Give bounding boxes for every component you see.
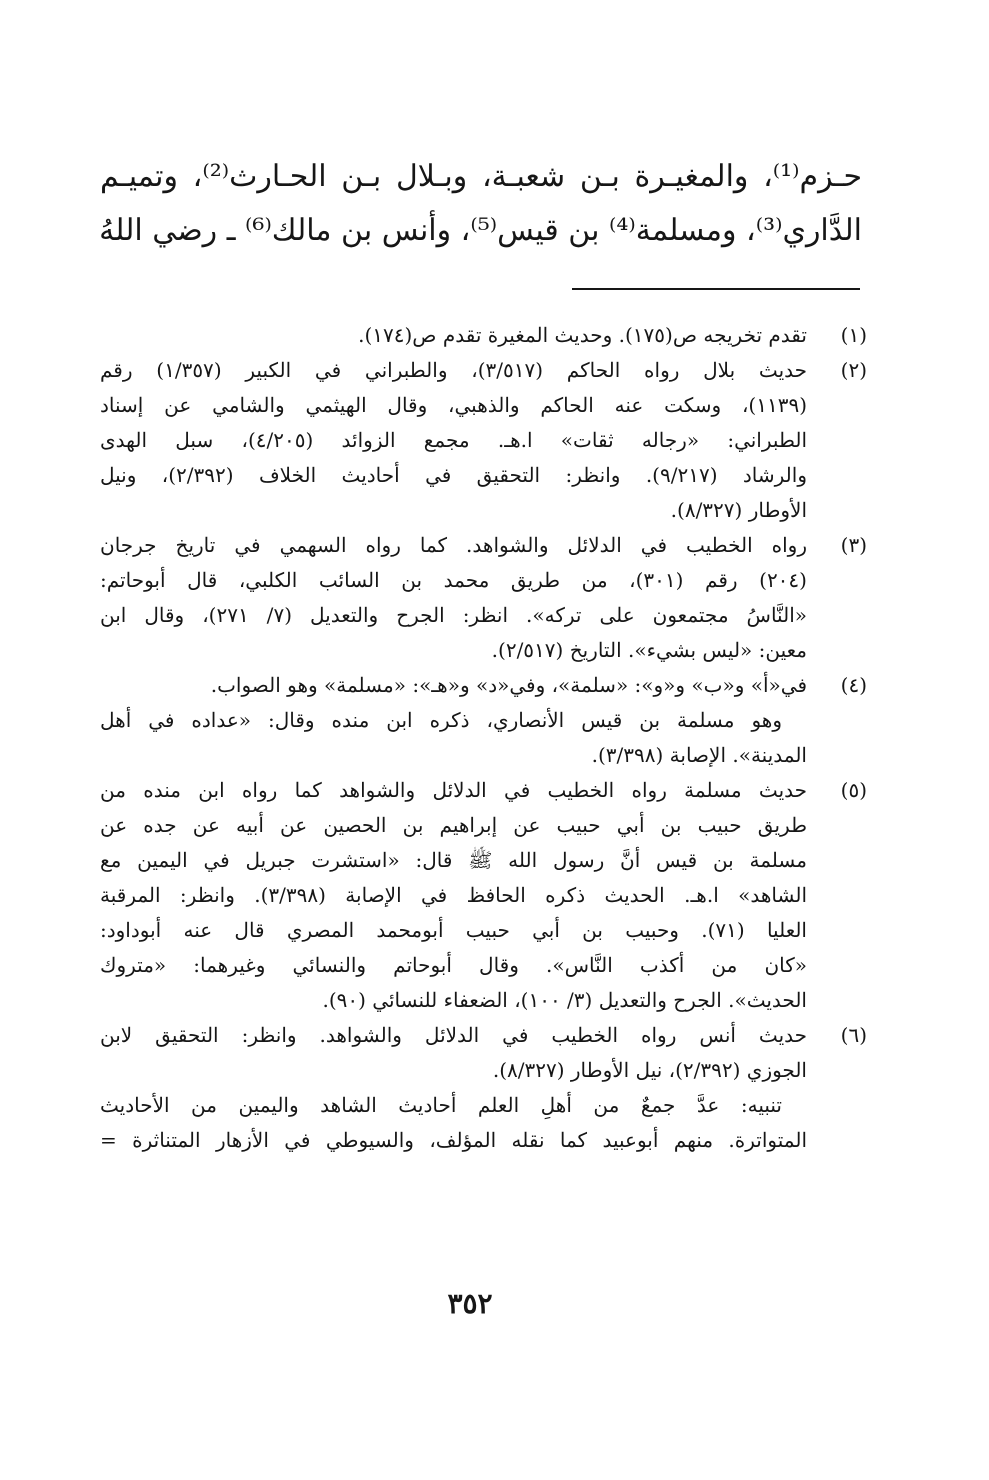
footnote-line: (٢٠٤) رقم (٣٠١)، من طريق محمد بن السائب الكلبي، قال أبوحاتم: <box>100 568 807 592</box>
footnote-number: (٢) <box>840 358 867 382</box>
footnote-line: مسلمة بن قيس أنَّ رسول الله ﷺ قال: «استشرت جبريل في اليمين مع <box>100 848 807 872</box>
footnote-line: في«أ» و«ب» و«و»: «سلمة»، وفي«د» و«هـ»: «مسلمة» وهو الصواب. <box>210 673 807 697</box>
footnote-continuation-line: تنبيه: عدَّ جمعٌ من أهلِ العلم أحاديث الشاهد واليمين من الأحاديث <box>100 1093 782 1117</box>
footnote-line: الشاهد» ا.هـ. الحديث ذكره الحافظ في الإصابة (٣/٣٩٨). وانظر: المرقبة <box>100 883 808 907</box>
footnote-continuation-line: المتواترة. منهم أبوعبيد كما نقله المؤلف، والسيوطي في الأزهار المتناثرة = <box>100 1128 807 1152</box>
footnote-continuation-line: المدينة». الإصابة (٣/٣٩٨). <box>591 743 807 767</box>
main-text-line: الدَّاري⁽³⁾، ومسلمة⁽⁴⁾ بن قيس⁽⁵⁾، وأنس بن مالك⁽⁶⁾ ـ رضي اللهُ <box>99 213 862 248</box>
footnote-line: الحديث». الجرح والتعديل (٣/ ١٠٠)، الضعفاء للنسائي (٩٠). <box>322 988 807 1012</box>
footnote-line: «كان من أكذب النَّاس». وقال أبوحاتم والنسائي وغيرهما: «متروك <box>100 953 807 977</box>
footnote-line: حديث مسلمة رواه الخطيب في الدلائل والشواهد كما رواه ابن منده من <box>100 778 807 802</box>
footnote-1 <box>100 318 867 353</box>
footnote-number: (٤) <box>840 673 867 697</box>
footnote-line: رواه الخطيب في الدلائل والشواهد. كما رواه السهمي في تاريخ جرجان <box>100 533 808 557</box>
footnote-number: (٦) <box>840 1023 867 1047</box>
footnote-line: حديث بلال رواه الحاكم (٣/٥١٧)، والطبراني في الكبير (١/٣٥٧) رقم <box>100 358 807 382</box>
footnotes-section <box>100 318 867 1158</box>
footnote-4 <box>100 668 867 773</box>
footnote-6 <box>100 1018 867 1158</box>
footnote-number: (١) <box>840 323 867 347</box>
footnote-line: «النَّاسُ مجتمعون على تركه». انظر: الجرح والتعديل (٧/ ٢٧١)، وقال ابن <box>100 603 807 627</box>
footnote-3 <box>100 528 867 668</box>
footnote-line: العليا (٧١). وحبيب بن أبي حبيب أبومحمد المصري قال عنه أبوداود: <box>100 918 807 942</box>
main-text-line: حـزم⁽¹⁾، والمغيـرة بـن شعبـة، وبـلال بـن الحـارث⁽²⁾، وتميـم <box>100 159 862 194</box>
footnote-line: الطبراني: «رجاله ثقات» ا.هـ. مجمع الزوائد (٤/٢٠٥)، سبل الهدى <box>100 428 807 452</box>
footnote-continuation-line: وهو مسلمة بن قيس الأنصاري، ذكره ابن منده وقال: «عداده في أهل <box>100 708 782 732</box>
footnote-line: حديث أنس رواه الخطيب في الدلائل والشواهد. وانظر: التحقيق لابن <box>100 1023 807 1047</box>
page-number: ٣٥٢ <box>447 1287 493 1320</box>
footnote-5 <box>100 773 867 1018</box>
footnote-number: (٥) <box>840 778 867 802</box>
footnote-line: والرشاد (٩/٢١٧). وانظر: التحقيق في أحاديث الخلاف (٢/٣٩٢)، ونيل <box>100 463 807 487</box>
footnote-line: الأوطار (٨/٣٢٧). <box>670 498 807 522</box>
footnote-line: تقدم تخريجه ص(١٧٥). وحديث المغيرة تقدم ص(١٧٤). <box>358 323 807 347</box>
footnote-line: الجوزي (٢/٣٩٢)، نيل الأوطار (٨/٣٢٧). <box>492 1058 807 1082</box>
footnote-number: (٣) <box>840 533 867 557</box>
footnote-separator-rule <box>572 288 860 290</box>
footnote-line: معين: «ليس بشيء». التاريخ (٢/٥١٧). <box>491 638 807 662</box>
footnote-2 <box>100 353 867 528</box>
footnote-line: (١١٣٩)، وسكت عنه الحاكم والذهبي، وقال الهيثمي والشامي عن إسناد <box>100 393 807 417</box>
main-text-block <box>100 150 862 258</box>
footnote-line: طريق حبيب بن أبي حبيب عن إبراهيم بن الحصين عن أبيه عن جده عن <box>100 813 807 837</box>
